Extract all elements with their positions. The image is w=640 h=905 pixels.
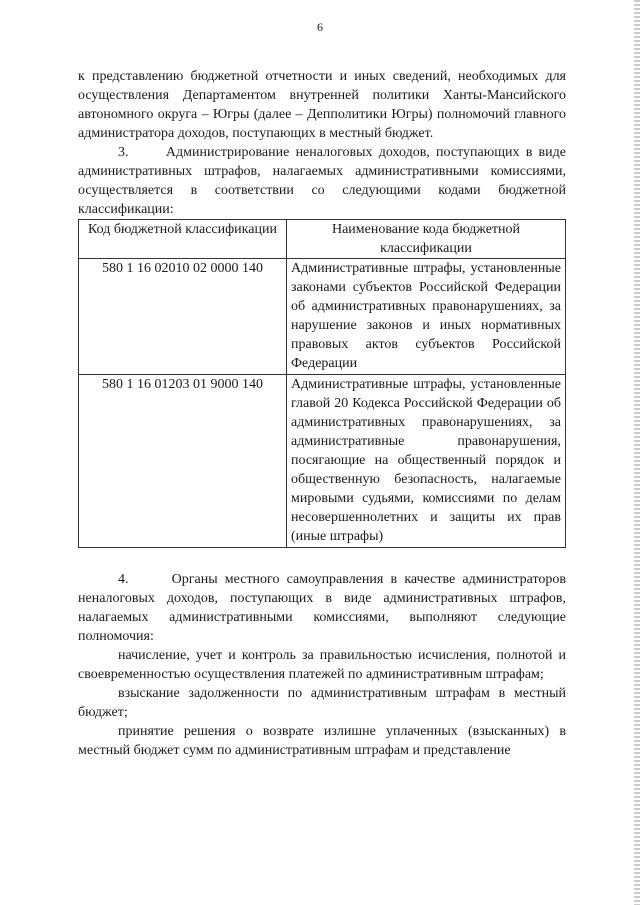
row-code: 580 1 16 02010 02 0000 140 bbox=[79, 259, 287, 375]
paragraph-duty-1: начисление, учет и контроль за правильностью исчисления, полнотой и своевременностью осуществления платежей по административным штрафам; bbox=[78, 648, 566, 682]
paragraph-item-3: 3. Администрирование неналоговых доходов, поступающих в виде административных штрафов, налагаемых административными комиссиями, осуществляется в соответствии со следующими кодами бюджетной классификации: bbox=[78, 145, 566, 217]
document-body bbox=[78, 67, 566, 760]
page-number: 6 bbox=[317, 20, 323, 34]
table-row bbox=[79, 259, 566, 375]
paragraph-duty-3: принятие решения о возврате излишне уплаченных (взысканных) в местный бюджет сумм по административным штрафам и представление bbox=[78, 724, 566, 758]
paragraph-continuation: к представлению бюджетной отчетности и иных сведений, необходимых для осуществления Департаментом внутренней политики Ханты-Мансийского автономного округа – Югры (далее – Депполитики Югры) полномочий главного администратора доходов, поступающих в местный бюджет. bbox=[78, 69, 566, 141]
paragraph-duty-2: взыскание задолженности по административным штрафам в местный бюджет; bbox=[78, 686, 566, 720]
row-code: 580 1 16 01203 01 9000 140 bbox=[79, 375, 287, 548]
scan-edge bbox=[634, 0, 640, 905]
table-row bbox=[79, 375, 566, 548]
row-name: Административные штрафы, установленные законами субъектов Российской Федерации об административных правонарушениях, за нарушение законов и иных нормативных правовых актов субъектов Российской Федерации bbox=[287, 259, 566, 375]
table-header-row bbox=[79, 220, 566, 259]
header-code: Код бюджетной классификации bbox=[79, 220, 287, 259]
header-name: Наименование кода бюджетной классификации bbox=[287, 220, 566, 259]
budget-classification-table bbox=[78, 219, 566, 548]
row-name: Административные штрафы, установленные главой 20 Кодекса Российской Федерации об административных правонарушениях, за административные правонарушения, посягающие на общественный порядок и общественную безопасность, налагаемые мировыми судьями, комиссиями по делам несовершеннолетних и защиты их прав (иные штрафы) bbox=[287, 375, 566, 548]
paragraph-item-4: 4. Органы местного самоуправления в качестве администраторов неналоговых доходов, поступающих в виде административных штрафов, налагаемых административными комиссиями, выполняют следующие полномочия: bbox=[78, 572, 566, 644]
